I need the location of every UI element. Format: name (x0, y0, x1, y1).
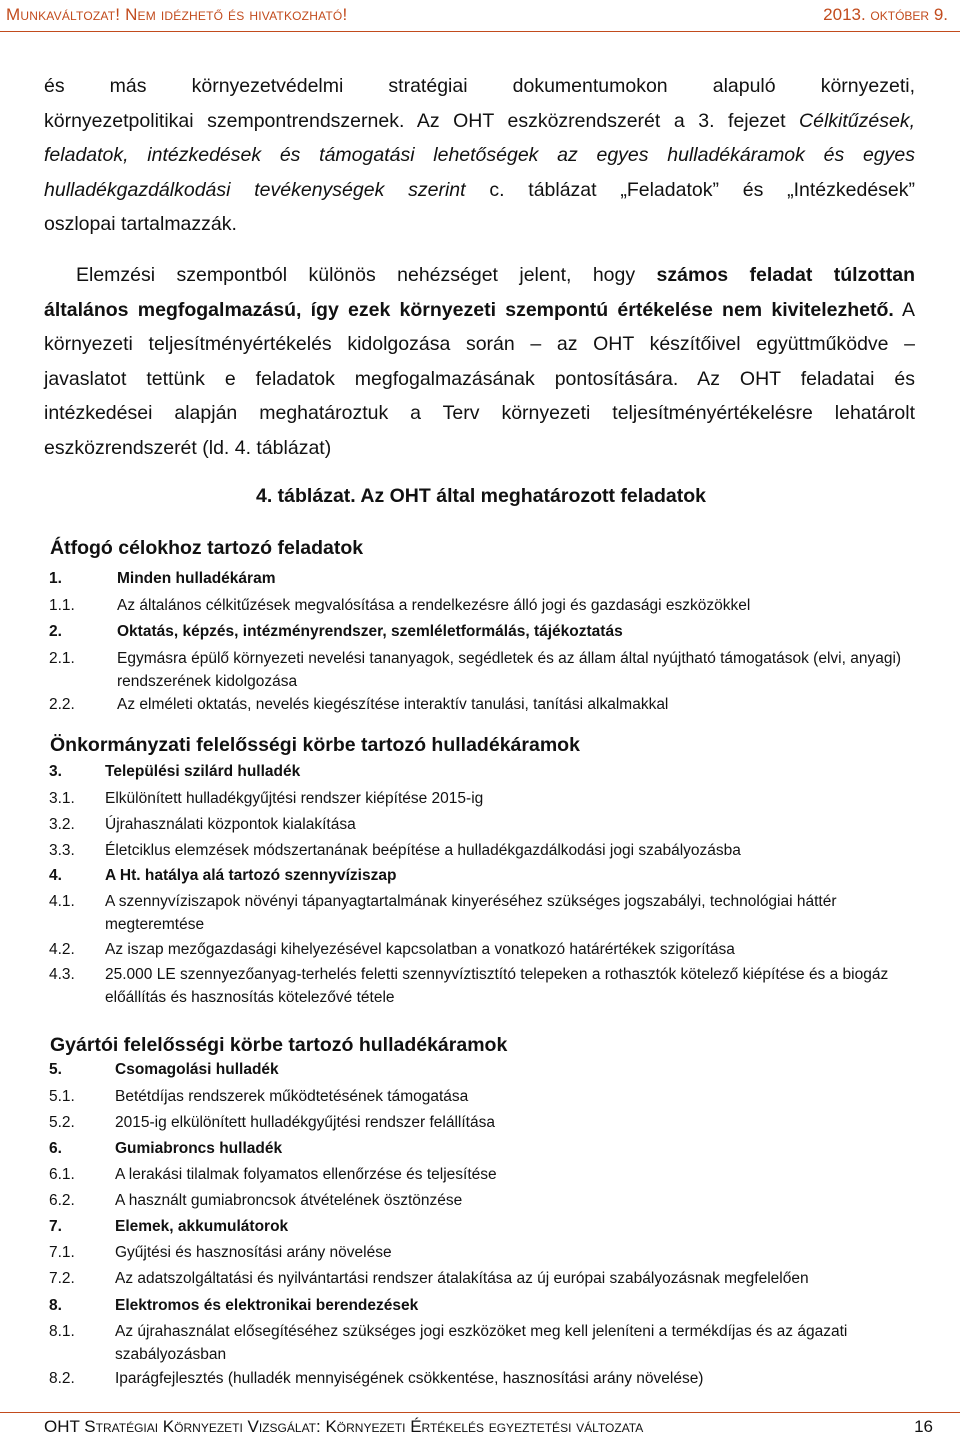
item-number: 4. (49, 867, 62, 884)
item-number: 8. (49, 1297, 62, 1314)
text-run-italic: hulladékgazdálkodási tevékenységek szerint (44, 178, 466, 201)
item-text: Minden hulladékáram (117, 570, 276, 587)
item-number: 1. (49, 570, 62, 587)
item-number: 8.2. (49, 1370, 75, 1387)
item-number: 5. (49, 1061, 62, 1078)
item-text: Gumiabroncs hulladék (115, 1140, 283, 1157)
section-title: Átfogó célokhoz tartozó feladatok (50, 537, 364, 559)
item-text: A lerakási tilalmak folyamatos ellenőrzése és teljesítése (115, 1166, 497, 1183)
item-text: Oktatás, képzés, intézményrendszer, szemléletformálás, tájékoztatás (117, 623, 623, 640)
text-run-bold: általános megfogalmazású, így ezek környezeti szempontú értékelése nem kivitelezhető. (44, 298, 894, 321)
text-run: A (902, 298, 916, 321)
text-run: Elemzési szempontból különös nehézséget jelent, hogy (76, 264, 636, 286)
paragraph-intro (44, 69, 915, 242)
item-text: Elkülönített hulladékgyűjtési rendszer kiépítése 2015-ig (105, 790, 484, 807)
item-number: 6.2. (49, 1192, 75, 1209)
item-text: Életciklus elemzések módszertanának beépítése a hulladékgazdálkodási jogi szabályozásba (105, 842, 741, 859)
item-text: A szennyvíziszapok növényi tápanyagtartalmának kinyeréséhez szükséges jogszabályi, technológiai háttér megteremtése (105, 893, 837, 933)
page-number: 16 (914, 1417, 933, 1436)
item-number: 3.2. (49, 816, 75, 833)
header-rule (0, 31, 960, 32)
item-number: 1.1. (49, 597, 75, 614)
item-text: Csomagolási hulladék (115, 1061, 279, 1078)
item-text: Újrahasználati központok kialakítása (105, 816, 356, 833)
item-number: 8.1. (49, 1323, 75, 1340)
item-text: Az iszap mezőgazdasági kihelyezésével kapcsolatban a vonatkozó határértékek szigorítása (105, 941, 735, 958)
item-text: Az adatszolgáltatási és nyilvántartási rendszer átalakítása az új európai szabályozásnak megfelelően (115, 1270, 809, 1287)
item-number: 5.2. (49, 1114, 75, 1131)
item-text: Iparágfejlesztés (hulladék mennyiségének csökkentése, hasznosítási arány növelése) (115, 1370, 704, 1387)
item-number: 3.3. (49, 842, 75, 859)
page-header (0, 2, 960, 28)
item-text: 2015-ig elkülönített hulladékgyűjtési rendszer felállítása (115, 1114, 495, 1131)
paragraph-line (44, 293, 915, 328)
paragraph-line: intézkedései alapján meghatároztuk a Terv környezeti teljesítményértékelésre lehatárolt (44, 402, 915, 424)
paragraph-line (44, 104, 915, 139)
text-run: környezetpolitikai szempontrendszernek. Az OHT eszközrendszerét a 3. fejezet (44, 109, 786, 132)
item-number: 4.2. (49, 941, 75, 958)
table-caption: 4. táblázat. Az OHT által meghatározott feladatok (256, 485, 707, 507)
paragraph-line (44, 173, 915, 208)
item-text: Az általános célkitűzések megvalósítása a rendelkezésre álló jogi és gazdasági eszközökkel (117, 597, 751, 614)
item-text: A Ht. hatálya alá tartozó szennyvíziszap (105, 867, 397, 884)
item-text: Betétdíjas rendszerek működtetésének támogatása (115, 1088, 469, 1105)
item-text: Az újrahasználat elősegítéséhez szükséges jogi eszközöket meg kell jeleníteni a termékdíjas és az ágazati szabályozásban (115, 1323, 848, 1363)
page-footer (0, 1412, 960, 1437)
item-text: A használt gumiabroncsok átvételének ösztönzése (115, 1192, 463, 1209)
item-text: Egymásra épülő környezeti nevelési tananyagok, segédletek és az állam által nyújtható támogatások (elvi, anyagi) rendszerének kidolgozása (117, 650, 902, 690)
paragraph-line: javaslatot tettünk e feladatok megfogalmazásának pontosítására. Az OHT feladatai és (44, 367, 915, 390)
item-number: 7.1. (49, 1244, 75, 1261)
paragraph-line: feladatok, intézkedések és támogatási lehetőségek az egyes hulladékáramok és egyes (44, 144, 915, 166)
item-text: Elektromos és elektronikai berendezések (115, 1297, 419, 1314)
item-number: 2.2. (49, 696, 75, 713)
text-run-bold: számos feladat túlzottan (656, 264, 915, 286)
item-text: Elemek, akkumulátorok (115, 1218, 289, 1235)
header-date: 2013. október 9. (823, 5, 948, 24)
text-run: c. táblázat „Feladatok” és „Intézkedések” (489, 178, 916, 201)
section-title: Gyártói felelősségi körbe tartozó hulladékáramok (50, 1034, 508, 1056)
item-number: 3. (49, 763, 62, 780)
item-text: Gyűjtési és hasznosítási arány növelése (115, 1244, 392, 1261)
item-number: 7. (49, 1218, 62, 1235)
item-text: 25.000 LE szennyezőanyag-terhelés feletti szennyvíztisztító telepeken a rothasztók kötelező kiépítése és a biogáz előállítás és hasznosítás kötelezővé tétele (105, 966, 889, 1006)
item-number: 2.1. (49, 650, 75, 667)
item-number: 3.1. (49, 790, 75, 807)
header-draft-notice: Munkaváltozat! Nem idézhető és hivatkozható! (6, 5, 348, 24)
item-number: 6.1. (49, 1166, 75, 1183)
paragraph-line: eszközrendszerét (ld. 4. táblázat) (44, 436, 332, 459)
item-number: 5.1. (49, 1088, 75, 1105)
paragraph-line: környezeti teljesítményértékelés kidolgozása során – az OHT készítőivel együttműködve – (44, 333, 915, 355)
paragraph-analysis (44, 258, 915, 465)
section-title: Önkormányzati felelősségi körbe tartozó hulladékáramok (50, 734, 580, 756)
item-text: Települési szilárd hulladék (105, 763, 301, 780)
item-text: Az elméleti oktatás, nevelés kiegészítése interaktív tanulási, tanítási alkalmakkal (117, 696, 669, 713)
item-number: 7.2. (49, 1270, 75, 1287)
text-run-italic: Célkitűzések, (799, 109, 915, 132)
item-number: 4.3. (49, 966, 75, 983)
item-number: 4.1. (49, 893, 75, 910)
item-number: 2. (49, 623, 62, 640)
paragraph-line (44, 258, 915, 293)
paragraph-line: és más környezetvédelmi stratégiai dokumentumokon alapuló környezeti, (44, 75, 915, 97)
item-number: 6. (49, 1140, 62, 1157)
footer-document-title: OHT Stratégiai Környezeti Vizsgálat: Környezeti Értékelés egyeztetési változata (44, 1417, 644, 1436)
paragraph-line: oszlopai tartalmazzák. (44, 213, 237, 235)
